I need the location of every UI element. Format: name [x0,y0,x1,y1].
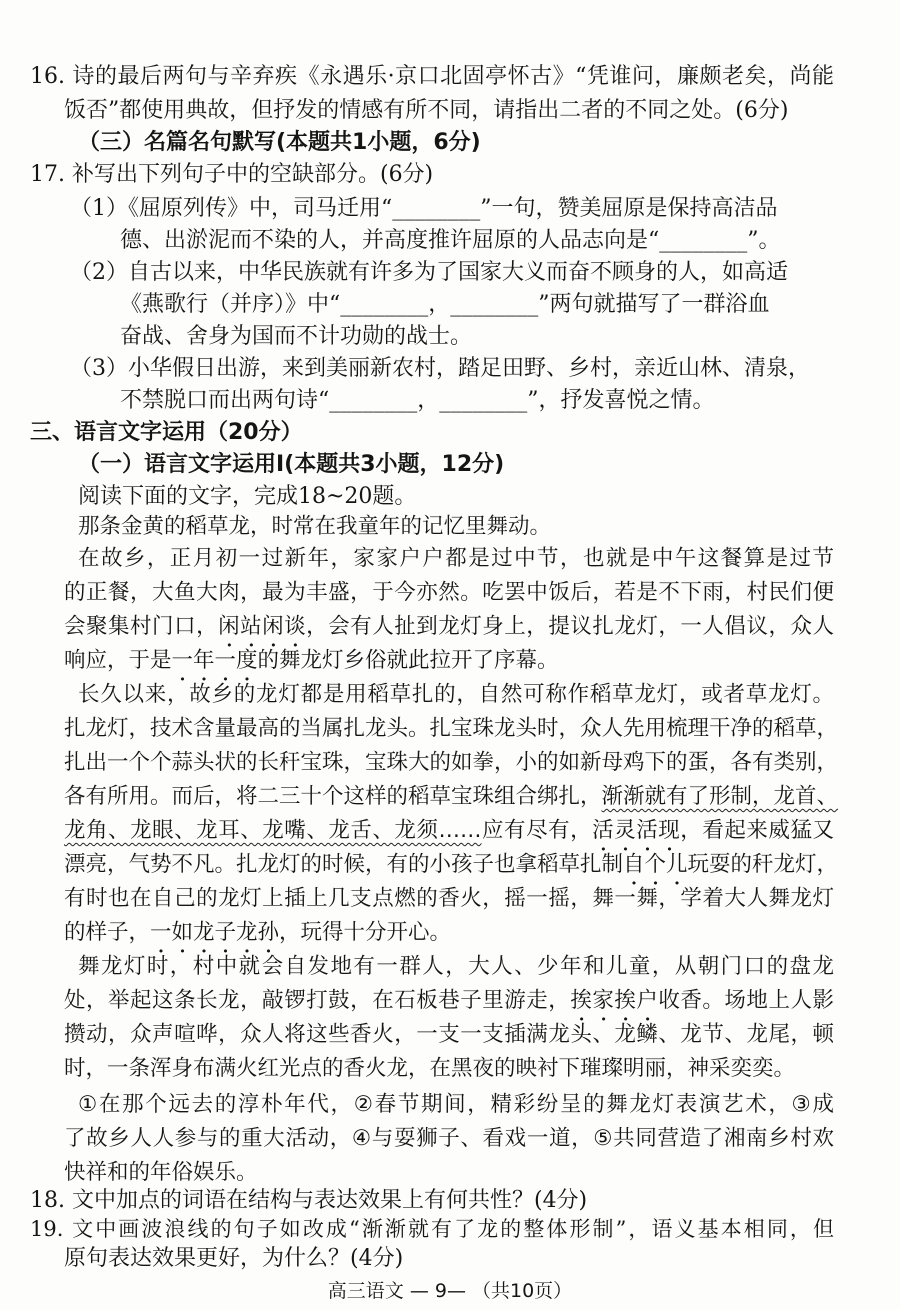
text-run: 漂亮，气势不凡。扎龙灯的时候，有的小孩子也拿稻草扎制 [64,852,624,877]
q17-item3-line-1: （3）小华假日出游，来到美丽新农村，踏足田野、乡村，亲近山林、清泉， [70,356,810,381]
passage-para-2-line-1: 在故乡，正月初一过新年，家家户户都是过中节，也就是中午这餐算是过节 [78,546,834,571]
dotted-phrase: 一如龙子龙孙 [150,920,280,945]
text-run: 的样子， [64,920,151,945]
q17-item2-line-1: （2）自古以来，中华民族就有许多为了国家大义而奋不顾身的人，如高适 [70,260,788,285]
passage-para-1: 那条金黄的稻草龙，时常在我童年的记忆里舞动。 [78,514,552,539]
passage-para-5-line-1: ①在那个远去的淳朴年代，②春节期间，精彩纷呈的舞龙灯表演艺术，③成 [78,1092,834,1117]
q19-line-1: 19. 文中画波浪线的句子如改成“渐渐就有了龙的整体形制”，语义基本相同，但 [30,1217,834,1241]
dotted-phrase: 挨家挨户 [570,988,659,1013]
section-heading-famous-lines: （三）名篇名句默写(本题共1小题，6分) [78,130,481,155]
page-footer: 高三语文 — 9— （共10页） [327,1280,573,1302]
passage-para-5-line-2: 了故乡人人参与的重大活动，④与耍狮子、看戏一道，⑤共同营造了湘南乡村欢 [64,1126,834,1151]
passage-para-4-line-1: 舞龙灯时，村中就会自发地有一群人，大人、少年和儿童，从朝门口的盘龙 [78,954,834,979]
passage-para-4-line-3: 攒动，众声喧哗，众人将这些香火，一支一支插满龙头、龙鳞、龙节、龙尾，顿 [64,1022,834,1047]
text-run: 玩耍的秆龙灯， [687,852,839,877]
q18: 18. 文中加点的词语在结构与表达效果上有何共性？(4分) [30,1188,588,1213]
passage-para-2-line-2: 的正餐，大鱼大肉，最为丰盛，于今亦然。吃罢中饭后，若是不下雨，村民们便 [64,580,834,605]
q17-item2-line-2: 《燕歌行（并序）》中“________，________”两句就描写了一群浴血 [120,292,770,317]
q17-item1-line-1: （1）《屈原列传》中，司马迁用“________”一句，赞美屈原是保持高洁品 [70,196,778,221]
text-run: 应有尽有， [481,818,593,843]
passage-para-5-line-3: 快祥和的年俗娱乐。 [64,1160,258,1185]
q17-item2-line-3: 奋战、舍身为国而不计功勋的战士。 [120,324,473,349]
text-run: 会聚集村门口， [64,614,219,639]
q16-line-2: 饭否”都使用典故，但抒发的情感有所不同，请指出二者的不同之处。(6分) [64,98,789,123]
passage-para-3-line-2: 扎龙灯，技术含量最高的当属扎龙头。扎宝珠龙头时，众人先用梳理干净的稻草， [64,716,839,741]
wavy-underlined-sentence: 龙角、龙眼、龙耳、龙嘴、龙舌、龙须…… [64,818,482,843]
text-run: 各有所用。而后，将二三十个这样的稻草宝珠组合绑扎， [64,784,602,809]
dotted-phrase: 闲站闲谈 [218,614,307,639]
q17-stem: 17. 补写出下列句子中的空缺部分。(6分) [30,162,434,187]
text-run: 响应，于是 [64,648,172,673]
text-run: ，玩得十分开心。 [279,920,452,945]
dotted-phrase: 自个儿 [623,852,688,877]
part3-heading: 三、语言文字运用（20分） [30,420,303,445]
passage-para-3-line-3: 扎出一个个蒜头状的长秆宝珠，宝珠大的如拳，小的如新母鸡下的蛋，各有类别， [64,750,839,775]
q17-item3-line-2: 不禁脱口而出两句诗“________，________”，抒发喜悦之情。 [120,388,715,413]
language-use-subheading: （一）语言文字运用Ⅰ(本题共3小题，12分) [78,452,505,477]
q16-line-1: 16. 诗的最后两句与辛弃疾《永遇乐·京口北固亭怀古》“凭谁问，廉颇老矣，尚能 [30,64,834,89]
dotted-phrase: 活灵活现 [592,818,681,843]
reading-instruction: 阅读下面的文字，完成18~20题。 [78,484,417,509]
text-run: ，看起来威猛又 [680,818,834,843]
wavy-underlined-sentence: 渐渐就有了形制，龙首、 [601,784,839,809]
text-run: 收香。场地上人影 [658,988,834,1013]
dotted-phrase: 一年一度 [171,648,258,673]
passage-para-3-line-1: 长久以来，故乡的龙灯都是用稻草扎的，自然可称作稻草龙灯，或者草龙灯。 [78,682,834,707]
text-run: 处，举起这条长龙，敲锣打鼓，在石板巷子里游走， [64,988,571,1013]
q19-line-2: 原句表达效果更好，为什么？(4分) [64,1246,404,1271]
text-run: 的舞龙灯乡俗就此拉开了序幕。 [257,648,559,673]
text-run: ，会有人扯到龙灯身上，提议扎龙灯，一人倡议，众人 [306,614,834,639]
passage-para-4-line-4: 时，一条浑身布满火红光点的香火龙，在黑夜的映衬下璀璨明丽，神采奕奕。 [64,1056,796,1081]
q17-item1-line-2: 德、出淤泥而不染的人，并高度推许屈原的人品志向是“________”。 [120,228,781,253]
passage-para-3-line-4 [64,782,839,812]
passage-para-3-line-7: 有时也在自己的龙灯上插上几支点燃的香火，摇一摇，舞一舞，学着大人舞龙灯 [64,886,834,911]
